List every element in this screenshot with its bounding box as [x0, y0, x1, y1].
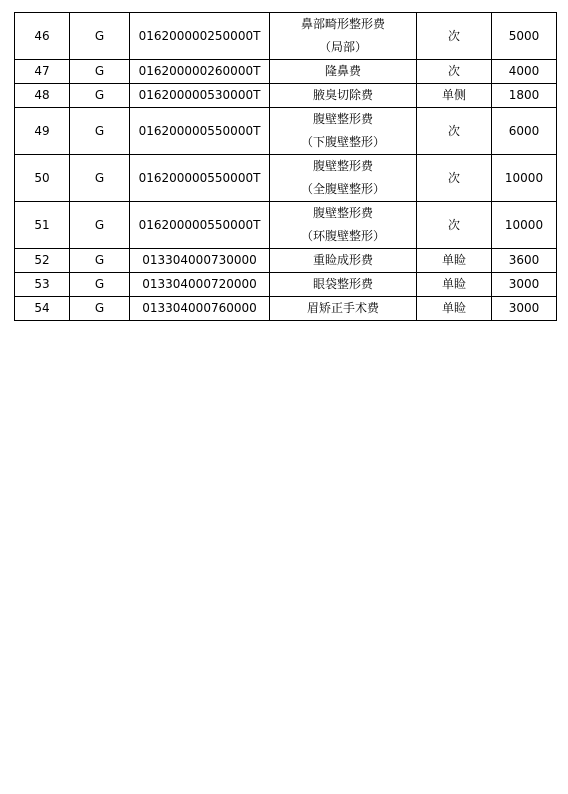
row-unit: 次	[417, 60, 492, 84]
item-name-line: 隆鼻费	[324, 64, 361, 78]
fee-table	[14, 12, 557, 321]
row-number: 54	[15, 297, 70, 321]
row-number: 52	[15, 249, 70, 273]
row-unit: 次	[417, 108, 492, 155]
table-row	[15, 60, 557, 84]
table-row	[15, 155, 557, 202]
row-number: 49	[15, 108, 70, 155]
item-name-line: 腹壁整形费	[312, 112, 373, 126]
row-number: 47	[15, 60, 70, 84]
row-unit: 单睑	[417, 249, 492, 273]
row-category: G	[70, 13, 130, 60]
item-name-line: 腋臭切除费	[312, 88, 373, 102]
row-category: G	[70, 202, 130, 249]
row-item-name	[270, 108, 417, 155]
row-code: 016200000250000T	[130, 13, 270, 60]
row-unit: 单睑	[417, 297, 492, 321]
row-item-name	[270, 84, 417, 108]
row-price: 5000	[492, 13, 557, 60]
row-item-name	[270, 13, 417, 60]
item-name-line: 腹壁整形费	[312, 206, 373, 220]
row-number: 50	[15, 155, 70, 202]
table-row	[15, 273, 557, 297]
item-name-line: （全腹壁整形）	[300, 182, 385, 196]
row-category: G	[70, 297, 130, 321]
row-number: 48	[15, 84, 70, 108]
row-category: G	[70, 84, 130, 108]
row-code: 013304000760000	[130, 297, 270, 321]
row-category: G	[70, 108, 130, 155]
row-item-name	[270, 297, 417, 321]
item-name-line: 眼袋整形费	[312, 277, 373, 291]
row-price: 1800	[492, 84, 557, 108]
row-item-name	[270, 273, 417, 297]
row-item-name	[270, 249, 417, 273]
row-unit: 次	[417, 155, 492, 202]
row-code: 016200000550000T	[130, 155, 270, 202]
row-code: 016200000550000T	[130, 202, 270, 249]
row-category: G	[70, 155, 130, 202]
table-row	[15, 84, 557, 108]
item-name-line: 鼻部畸形整形费	[300, 17, 385, 31]
row-unit: 次	[417, 202, 492, 249]
row-code: 013304000730000	[130, 249, 270, 273]
item-name-line: 重睑成形费	[312, 253, 373, 267]
row-number: 53	[15, 273, 70, 297]
table-row	[15, 249, 557, 273]
row-unit: 单睑	[417, 273, 492, 297]
row-number: 51	[15, 202, 70, 249]
row-unit: 次	[417, 13, 492, 60]
table-row	[15, 297, 557, 321]
row-item-name	[270, 202, 417, 249]
table-row	[15, 108, 557, 155]
row-price: 4000	[492, 60, 557, 84]
item-name-line: 腹壁整形费	[312, 159, 373, 173]
item-name-line: （局部）	[318, 40, 367, 54]
row-code: 013304000720000	[130, 273, 270, 297]
item-name-line: 眉矫正手术费	[306, 301, 379, 315]
row-price: 10000	[492, 155, 557, 202]
row-code: 016200000260000T	[130, 60, 270, 84]
row-code: 016200000530000T	[130, 84, 270, 108]
fee-table-body	[15, 13, 557, 321]
row-unit: 单侧	[417, 84, 492, 108]
row-number: 46	[15, 13, 70, 60]
row-price: 6000	[492, 108, 557, 155]
item-name-line: （下腹壁整形）	[300, 135, 385, 149]
row-price: 10000	[492, 202, 557, 249]
row-price: 3000	[492, 273, 557, 297]
table-row	[15, 202, 557, 249]
table-row	[15, 13, 557, 60]
row-category: G	[70, 273, 130, 297]
row-price: 3000	[492, 297, 557, 321]
row-category: G	[70, 249, 130, 273]
row-category: G	[70, 60, 130, 84]
item-name-line: （环腹壁整形）	[300, 229, 385, 243]
row-item-name	[270, 60, 417, 84]
row-item-name	[270, 155, 417, 202]
row-price: 3600	[492, 249, 557, 273]
row-code: 016200000550000T	[130, 108, 270, 155]
